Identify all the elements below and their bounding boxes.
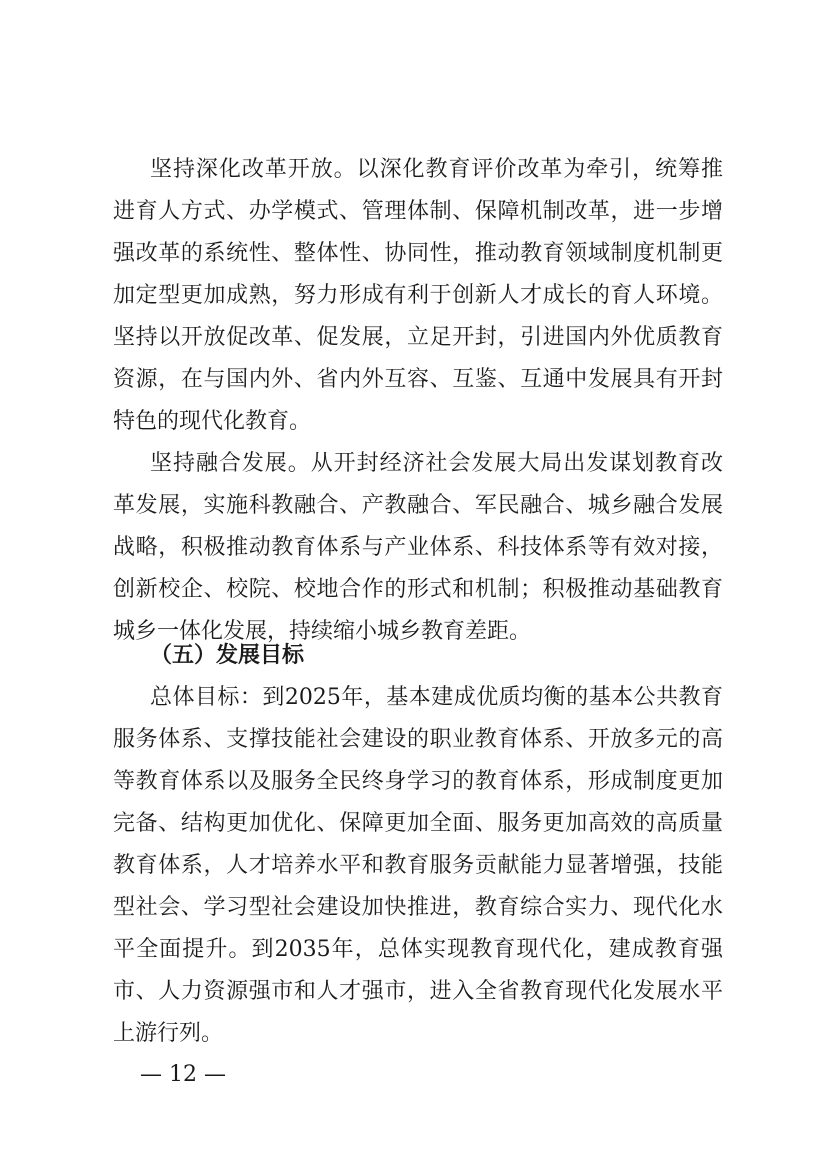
section-heading: （五）发展目标 <box>150 642 305 668</box>
paragraph-3-line-4: 完备、结构更加优化、保障更加全面、服务更加高效的高质量 <box>113 811 723 836</box>
paragraph-3-line-5: 教育体系，人才培养水平和教育服务贡献能力显著增强，技能 <box>113 853 723 878</box>
paragraph-2-line-2: 革发展，实施科教融合、产教融合、军民融合、城乡融合发展 <box>113 493 723 518</box>
paragraph-3-line-9: 上游行列。 <box>113 1021 224 1046</box>
paragraph-3-line-2: 服务体系、支撑技能社会建设的职业教育体系、开放多元的高 <box>113 727 723 752</box>
paragraph-2-line-1: 坚持融合发展。从开封经济社会发展大局出发谋划教育改 <box>150 451 723 476</box>
paragraph-3-line-6: 型社会、学习型社会建设加快推进，教育综合实力、现代化水 <box>113 895 723 920</box>
paragraph-1-line-5: 坚持以开放促改革、促发展，立足开封，引进国内外优质教育 <box>113 325 723 350</box>
paragraph-3-line-1: 总体目标：到2025年，基本建成优质均衡的基本公共教育 <box>150 685 723 710</box>
paragraph-1-line-3: 强改革的系统性、整体性、协同性，推动教育领域制度机制更 <box>113 241 723 266</box>
paragraph-1-line-7: 特色的现代化教育。 <box>113 409 312 434</box>
paragraph-2-line-4: 创新校企、校院、校地合作的形式和机制；积极推动基础教育 <box>113 577 723 602</box>
paragraph-2-line-5: 城乡一体化发展，持续缩小城乡教育差距。 <box>113 619 532 644</box>
paragraph-2-line-3: 战略，积极推动教育体系与产业体系、科技体系等有效对接， <box>113 535 723 560</box>
paragraph-1-line-2: 进育人方式、办学模式、管理体制、保障机制改革，进一步增 <box>113 199 723 224</box>
paragraph-1-line-6: 资源，在与国内外、省内外互容、互鉴、互通中发展具有开封 <box>113 367 723 392</box>
page-number: — 12 — <box>140 1062 226 1087</box>
paragraph-3-line-7: 平全面提升。到2035年，总体实现教育现代化，建成教育强 <box>113 937 723 962</box>
paragraph-3-line-3: 等教育体系以及服务全民终身学习的教育体系，形成制度更加 <box>113 769 723 794</box>
paragraph-1-line-1: 坚持深化改革开放。以深化教育评价改革为牵引，统筹推 <box>150 157 723 182</box>
paragraph-3-line-8: 市、人力资源强市和人才强市，进入全省教育现代化发展水平 <box>113 979 723 1004</box>
paragraph-1-line-4: 加定型更加成熟，努力形成有利于创新人才成长的育人环境。 <box>113 283 723 308</box>
